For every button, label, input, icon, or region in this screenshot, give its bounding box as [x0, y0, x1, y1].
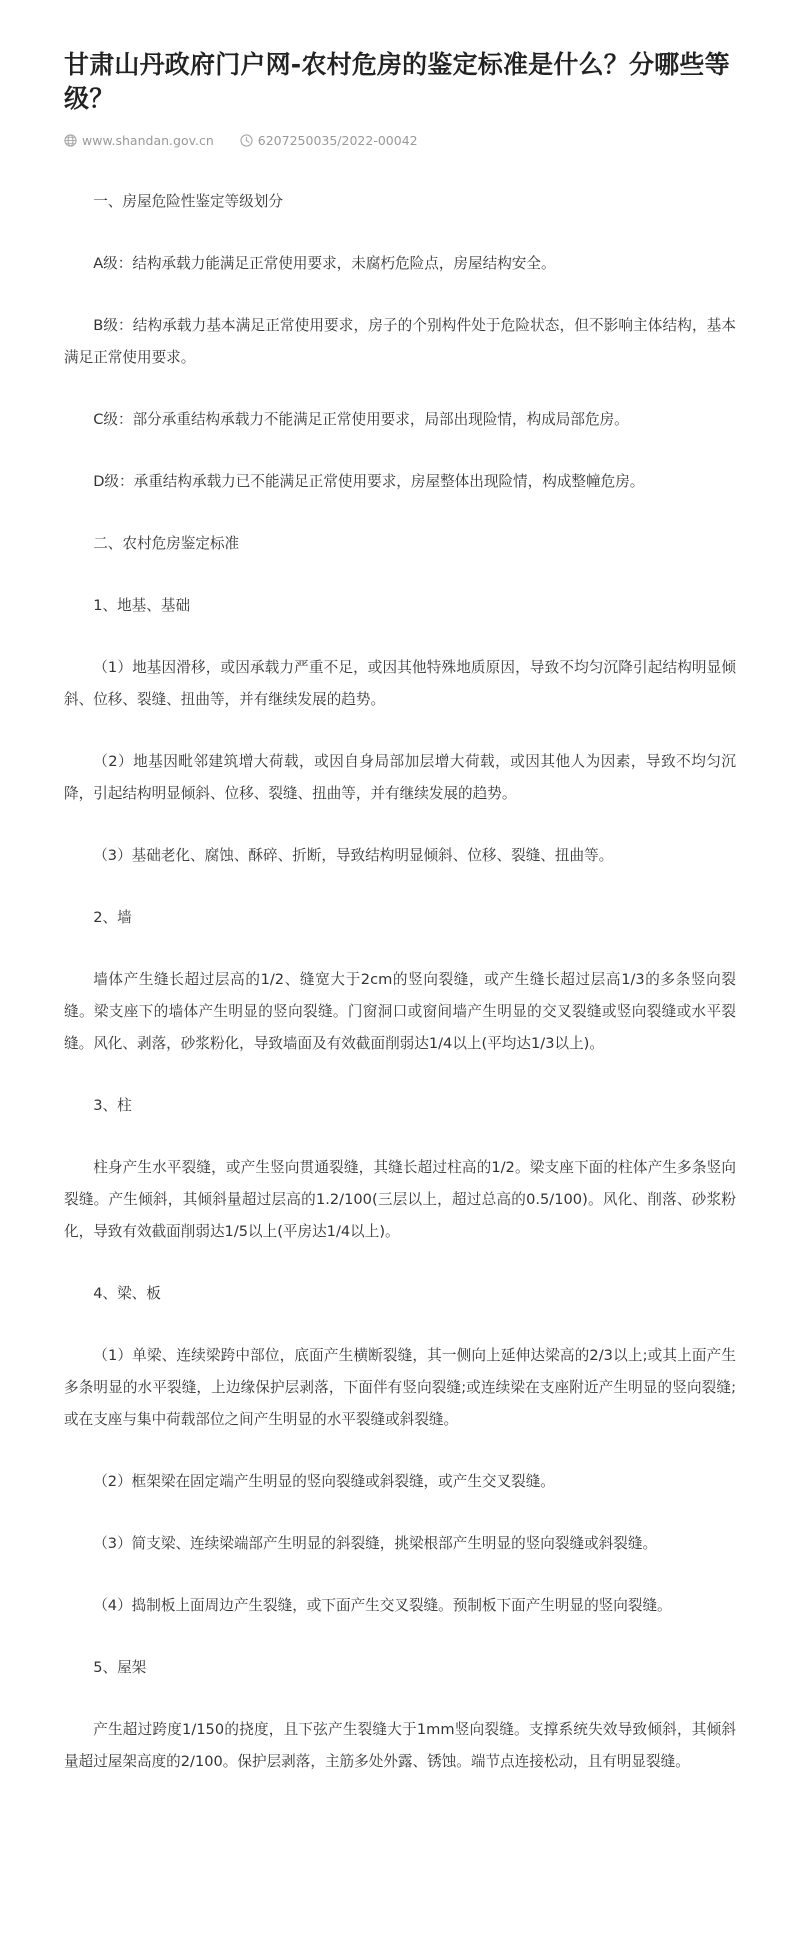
article-paragraph: 二、农村危房鉴定标准 [93, 535, 240, 552]
article-paragraph: （1）地基因滑移，或因承载力严重不足，或因其他特殊地质原因，导致不均匀沉降引起结构明显倾斜、位移、裂缝、扭曲等，并有继续发展的趋势。 [64, 659, 736, 708]
doc-number-text: 6207250035/2022-00042 [257, 132, 418, 148]
article-paragraph: （1）单梁、连续梁跨中部位，底面产生横断裂缝，其一侧向上延伸达梁高的2/3以上;或其上面产生多条明显的水平裂缝，上边缘保护层剥落，下面伴有竖向裂缝;或连续梁在支座附近产生明显的竖向裂缝;或在支座与集中荷载部位之间产生明显的水平裂缝或斜裂缝。 [64, 1347, 736, 1428]
article-paragraph: 产生超过跨度1/150的挠度，且下弦产生裂缝大于1mm竖向裂缝。支撑系统失效导致倾斜，其倾斜量超过屋架高度的2/100。保护层剥落，主筋多处外露、锈蚀。端节点连接松动，且有明显裂缝。 [64, 1721, 736, 1770]
article-meta [64, 130, 736, 150]
article-paragraph: 1、地基、基础 [93, 597, 191, 614]
article-paragraph: （2）框架梁在固定端产生明显的竖向裂缝或斜裂缝，或产生交叉裂缝。 [93, 1473, 555, 1490]
article-paragraph: 3、柱 [93, 1097, 132, 1114]
article-paragraph: （3）基础老化、腐蚀、酥碎、折断，导致结构明显倾斜、位移、裂缝、扭曲等。 [93, 847, 614, 864]
article-paragraph: C级：部分承重结构承载力不能满足正常使用要求，局部出现险情，构成局部危房。 [93, 411, 629, 428]
article-title: 甘肃山丹政府门户网-农村危房的鉴定标准是什么？分哪些等级？ [64, 50, 730, 113]
article-paragraph: 一、房屋危险性鉴定等级划分 [93, 193, 283, 210]
article-paragraph: 2、墙 [93, 909, 132, 926]
article-paragraph: （4）捣制板上面周边产生裂缝，或下面产生交叉裂缝。预制板下面产生明显的竖向裂缝。 [93, 1597, 672, 1614]
article-paragraph: 4、梁、板 [93, 1285, 161, 1302]
article-paragraph: （2）地基因毗邻建筑增大荷载，或因自身局部加层增大荷载，或因其他人为因素，导致不均匀沉降，引起结构明显倾斜、位移、裂缝、扭曲等，并有继续发展的趋势。 [64, 753, 736, 802]
source-meta[interactable] [64, 133, 214, 148]
doc-number-meta [240, 133, 418, 148]
article-paragraph: 墙体产生缝长超过层高的1/2、缝宽大于2cm的竖向裂缝，或产生缝长超过层高1/3的多条竖向裂缝。梁支座下的墙体产生明显的竖向裂缝。门窗洞口或窗间墙产生明显的交叉裂缝或竖向裂缝或水平裂缝。风化、剥落，砂浆粉化，导致墙面及有效截面削弱达1/4以上(平均达1/3以上)。 [64, 971, 736, 1052]
article-paragraph: （3）简支梁、连续梁端部产生明显的斜裂缝，挑梁根部产生明显的竖向裂缝或斜裂缝。 [93, 1535, 658, 1552]
article-paragraph: A级：结构承载力能满足正常使用要求，未腐朽危险点，房屋结构安全。 [93, 255, 556, 272]
globe-icon [64, 134, 77, 147]
article-paragraph: D级：承重结构承载力已不能满足正常使用要求，房屋整体出现险情，构成整幢危房。 [93, 473, 645, 490]
article-content [64, 186, 736, 1778]
article-paragraph: 5、屋架 [93, 1659, 147, 1676]
article-paragraph: B级：结构承载力基本满足正常使用要求，房子的个别构件处于危险状态，但不影响主体结构，基本满足正常使用要求。 [64, 317, 736, 366]
clock-icon [240, 134, 253, 147]
article-paragraph: 柱身产生水平裂缝，或产生竖向贯通裂缝，其缝长超过柱高的1/2。梁支座下面的柱体产生多条竖向裂缝。产生倾斜，其倾斜量超过层高的1.2/100(三层以上，超过总高的0.5/100)。风化、削落、砂浆粉化，导致有效截面削弱达1/5以上(平房达1/4以上)。 [64, 1159, 736, 1240]
source-text[interactable]: www.shandan.gov.cn [82, 132, 214, 148]
